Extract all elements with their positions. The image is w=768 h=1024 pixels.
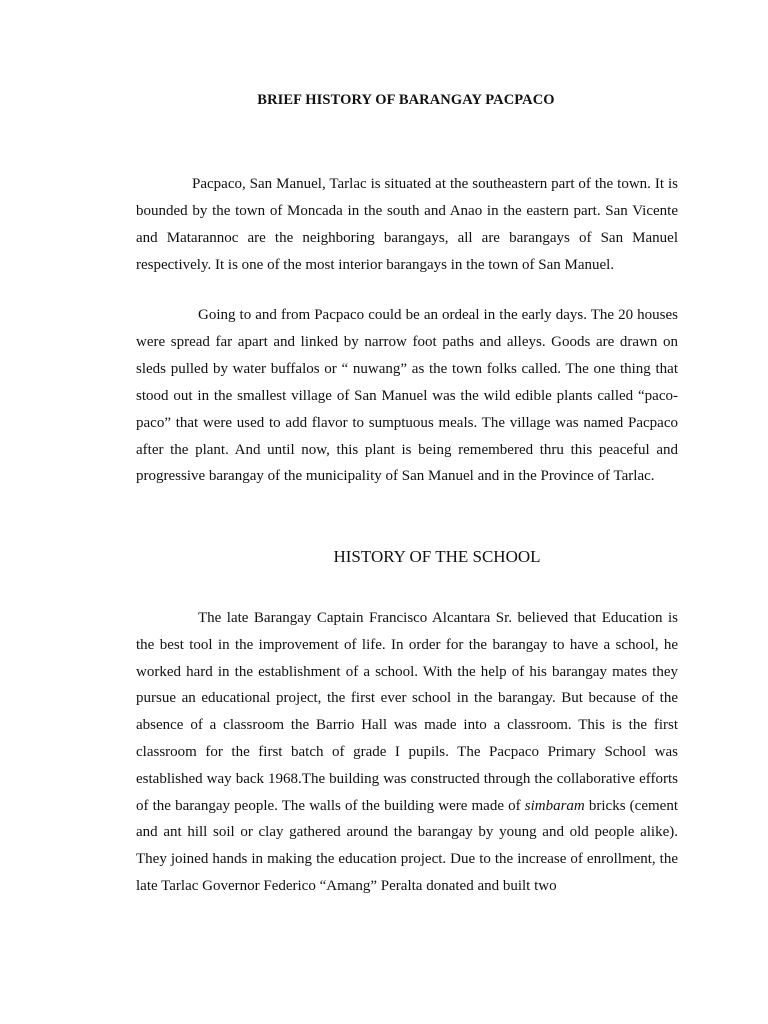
paragraph-early-days: Going to and from Pacpaco could be an ordeal in the early days. The 20 houses were spread far apart and linked by narrow foot paths and alleys. Goods are drawn on sleds pulled by water buffalos or “ nuwang” as the town folks called. The one thing that stood out in the smallest village of San Manuel was the wild edible plants called “paco-paco” that were used to add flavor to sumptuous meals. The village was named Pacpaco after the plant. And until now, this plant is being remembered thru this peaceful and progressive barangay of the municipality of San Manuel and in the Province of Tarlac. bbox=[136, 307, 678, 485]
paragraph-school-history-part-2: bricks (cement and ant hill soil or clay gathered around the barangay by young and old people alike). They joined hands in making the education project. Due to the increase of enrollment, the late Tarlac Governor Federico “Amang” Peralta donated and built two bbox=[136, 797, 678, 894]
section-title-school-history: HISTORY OF THE SCHOOL bbox=[333, 547, 541, 566]
document-title: BRIEF HISTORY OF BARANGAY PACPACO bbox=[257, 92, 555, 108]
paragraph-school-history-part-1: The late Barangay Captain Francisco Alcantara Sr. believed that Education is the best tool in the improvement of life. In order for the barangay to have a school, he worked hard in the establishment of a school. With the help of his barangay mates they pursue an educational project, the first ever school in the barangay. But because of the absence of a classroom the Barrio Hall was made into a classroom. This is the first classroom for the first batch of grade I pupils. The Pacpaco Primary School was established way back 1968.The building was constructed through the collaborative efforts of the barangay people. The walls of the building were made of bbox=[136, 610, 678, 814]
paragraph-school-history bbox=[136, 605, 678, 900]
simbaram-term: simbaram bbox=[524, 797, 585, 814]
paragraph-location: Pacpaco, San Manuel, Tarlac is situated at the southeastern part of the town. It is bounded by the town of Moncada in the south and Anao in the eastern part. San Vicente and Matarannoc are the neighboring barangays, all are barangays of San Manuel respectively. It is one of the most interior barangays in the town of San Manuel. bbox=[136, 176, 678, 273]
